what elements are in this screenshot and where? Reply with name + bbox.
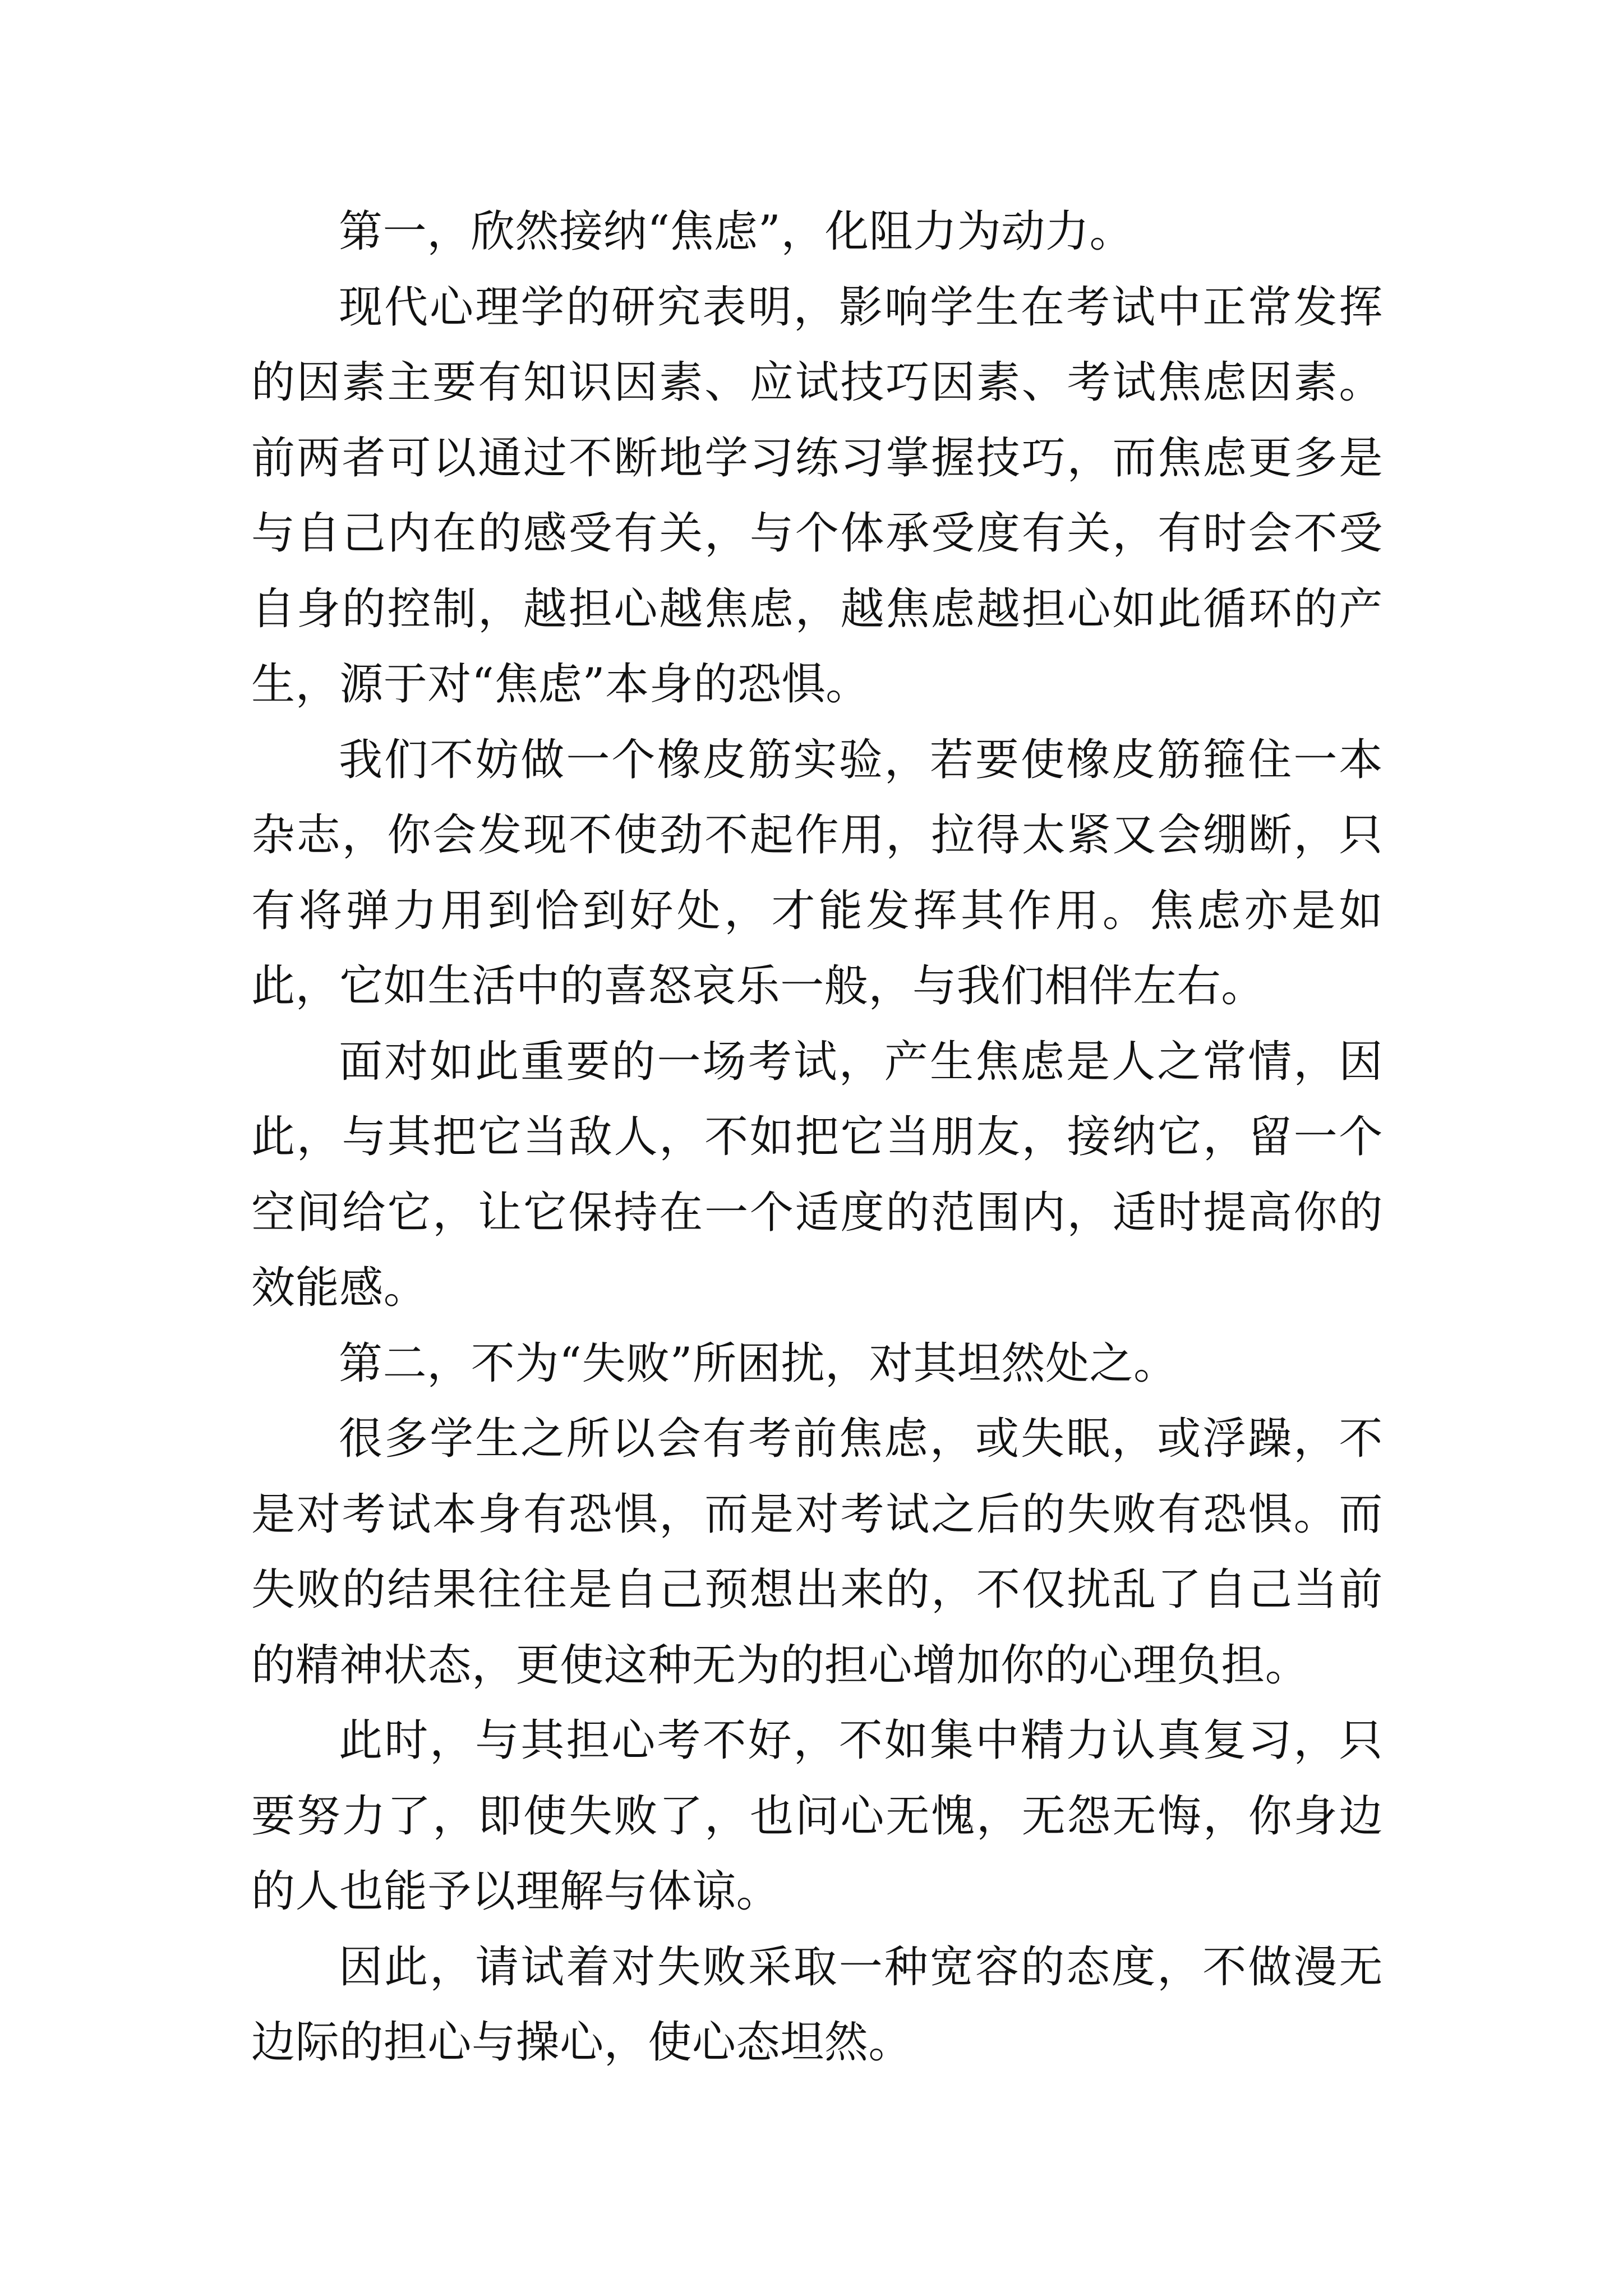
- document-body: [251, 194, 1383, 2081]
- heading-point-one: 第一，欣然接纳“焦虑”，化阻力为动力。: [339, 206, 1134, 257]
- body-paragraph: 此时，与其担心考不好，不如集中精力认真复习，只要努力了，即使失败了，也问心无愧，无怨无悔，你身边的人也能予以理解与体谅。: [251, 1715, 1383, 1917]
- body-paragraph: 现代心理学的研究表明，影响学生在考试中正常发挥的因素主要有知识因素、应试技巧因素、考试焦虑因素。前两者可以通过不断地学习练习掌握技巧，而焦虑更多是与自己内在的感受有关，与个体承受度有关，有时会不受自身的控制，越担心越焦虑，越焦虑越担心如此循环的产生，源于对“焦虑”本身的恐惧。: [251, 282, 1383, 710]
- body-paragraph: 因此，请试着对失败采取一种宽容的态度，不做漫无边际的担心与操心，使心态坦然。: [251, 1941, 1383, 2068]
- body-paragraph: 我们不妨做一个橡皮筋实验，若要使橡皮筋箍住一本杂志，你会发现不使劲不起作用，拉得太紧又会绷断，只有将弹力用到恰到好处，才能发挥其作用。焦虑亦是如此，它如生活中的喜怒哀乐一般，与我们相伴左右。: [251, 734, 1383, 1011]
- body-paragraph: 面对如此重要的一场考试，产生焦虑是人之常情，因此，与其把它当敌人，不如把它当朋友，接纳它，留一个空间给它，让它保持在一个适度的范围内，适时提高你的效能感。: [251, 1036, 1383, 1313]
- body-paragraph: 很多学生之所以会有考前焦虑，或失眠，或浮躁，不是对考试本身有恐惧，而是对考试之后的失败有恐惧。而失败的结果往往是自己预想出来的，不仅扰乱了自己当前的精神状态，更使这种无为的担心增加你的心理负担。: [251, 1414, 1383, 1691]
- heading-point-two: 第二，不为“失败”所困扰，对其坦然处之。: [339, 1338, 1178, 1389]
